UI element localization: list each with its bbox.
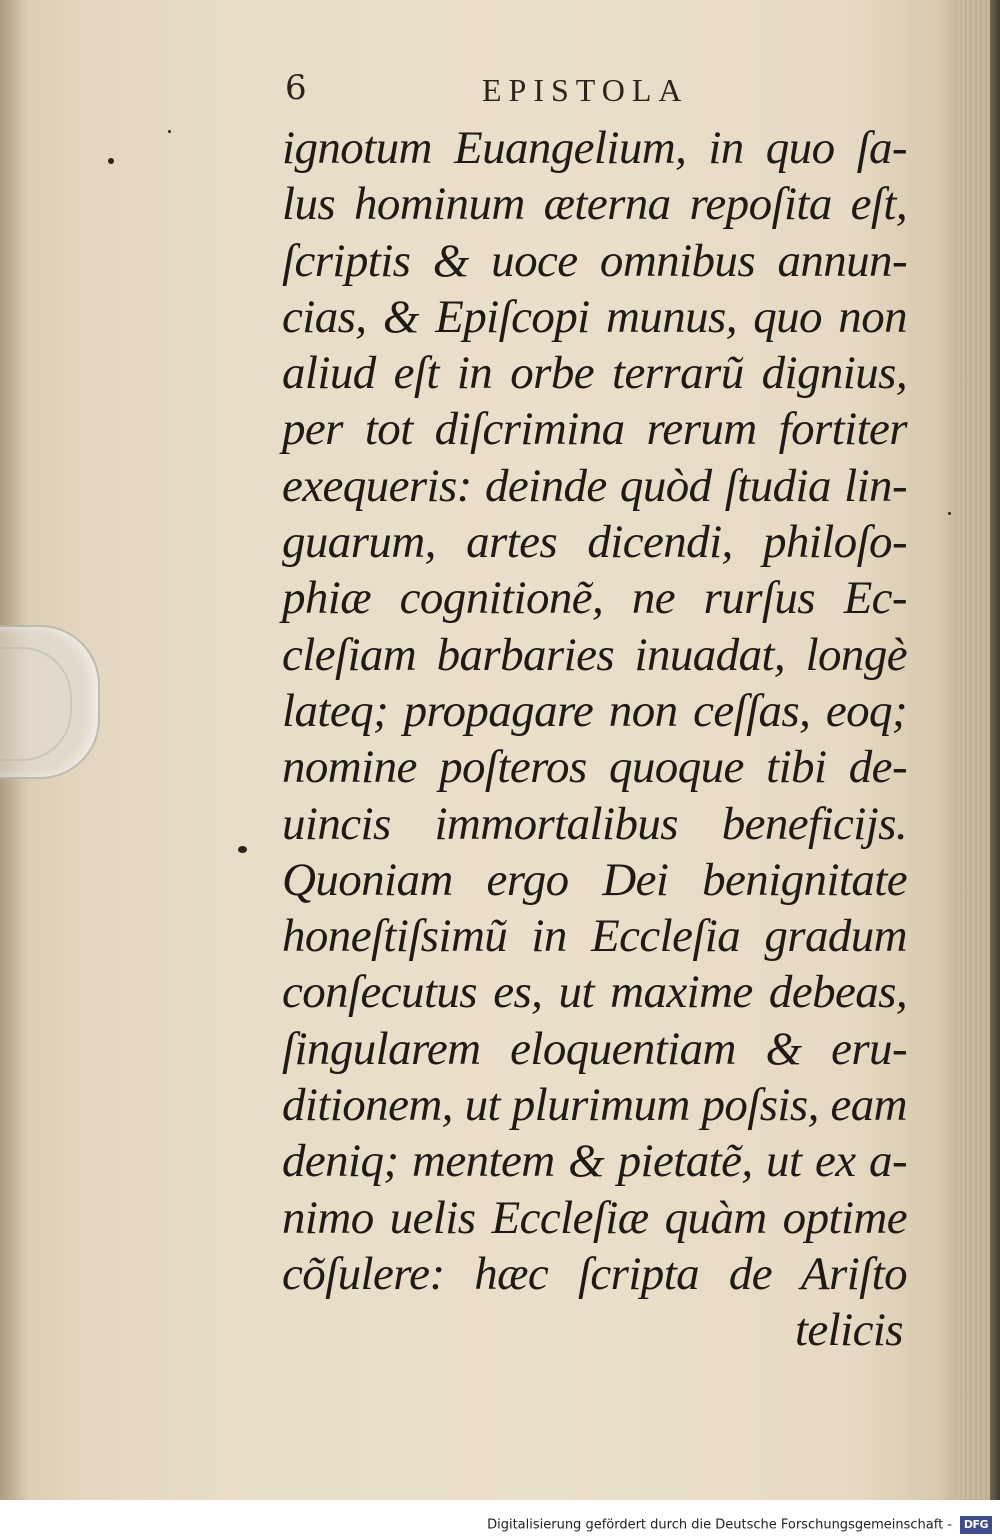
running-head: EPISTOLA	[482, 72, 689, 108]
text-line: ignotum Euangelium, in quo ſa-	[282, 122, 907, 174]
dfg-logo: DFG	[960, 1516, 992, 1534]
text-line: guarum, artes dicendi, philoſo-	[282, 516, 907, 569]
text-line: deniq; mentem & pietatẽ, ut ex a-	[282, 1135, 907, 1188]
text-line: nomine poſteros quoque tibi de-	[282, 741, 907, 794]
plastic-clip	[0, 625, 100, 779]
text-block	[282, 120, 907, 1359]
text-line: aliud eſt in orbe terrarũ dignius,	[282, 347, 907, 400]
text-line: nimo uelis Eccleſiæ quàm optime	[282, 1191, 907, 1244]
plastic-clip-inner	[0, 647, 72, 761]
text-line: ditionem, ut plurimum poſsis, eam	[282, 1079, 907, 1132]
text-line: Quoniam ergo Dei benignitate	[282, 853, 907, 906]
text-line: ſcriptis & uoce omnibus annun-	[282, 234, 907, 287]
text-line: cõſulere: hæc ſcripta de Ariſto	[282, 1247, 907, 1300]
text-line: per tot diſcrimina rerum fortiter	[282, 403, 907, 456]
funding-credit: Digitalisierung gefördert durch die Deutsche Forschungsgemeinschaft -	[487, 1517, 952, 1533]
text-line: cias, & Epiſcopi munus, quo non	[282, 290, 907, 343]
catchword: telicis	[794, 1304, 903, 1357]
page-number: 6	[285, 68, 307, 108]
ink-speck	[948, 512, 951, 515]
text-line: phiæ cognitionẽ, ne rurſus Ec-	[282, 572, 907, 625]
text-line: exequeris: deinde quòd ſtudia lin-	[282, 459, 907, 512]
text-line: conſecutus es, ut maxime debeas,	[282, 966, 907, 1019]
text-line: lateq; propagare non ceſſas, eoq;	[282, 684, 907, 737]
page-edge-shadow	[990, 0, 1000, 1500]
ink-speck	[238, 846, 247, 853]
ink-speck	[108, 158, 114, 164]
ink-speck	[168, 130, 171, 133]
text-line: ſingularem eloquentiam & eru-	[282, 1022, 907, 1075]
text-line: lus hominum æterna repoſita eſt,	[282, 178, 907, 231]
text-line: honeſtiſsimũ in Eccleſia gradum	[282, 910, 907, 963]
text-line: uincis immortalibus beneficijs.	[282, 797, 907, 850]
text-line: cleſiam barbaries inuadat, longè	[282, 628, 907, 681]
